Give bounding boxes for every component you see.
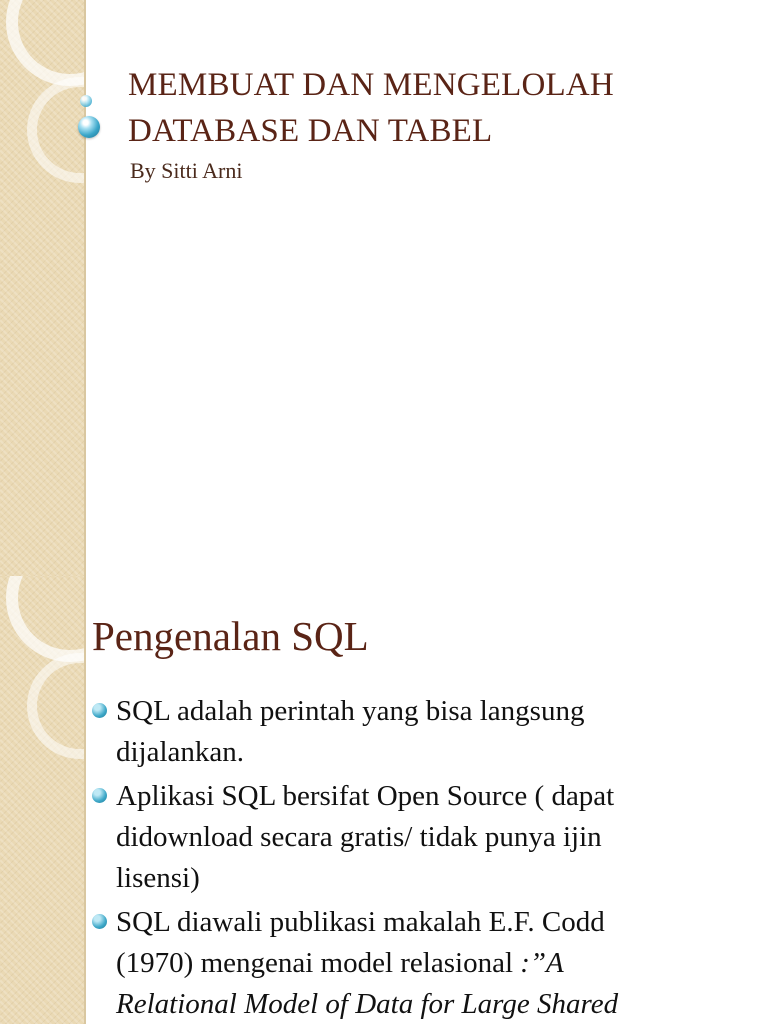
bullet-text: didownload secara gratis/ tidak punya ijin — [116, 821, 602, 853]
bullet-icon — [92, 788, 107, 803]
bullet-icon — [92, 703, 107, 718]
sidebar-edge — [84, 576, 86, 1024]
bullet-text-line — [116, 943, 752, 984]
bullet-icon — [92, 914, 107, 929]
quote-text: Relational Model of Data for Large Shared — [116, 988, 619, 1020]
title-line-2: DATABASE DAN TABEL — [128, 113, 493, 149]
bullet-item — [92, 902, 752, 1024]
bullet-list — [92, 691, 752, 1024]
bullet-text: lisensi) — [116, 862, 200, 894]
title-line-1: MEMBUAT DAN MENGELOLAH — [128, 67, 614, 103]
bullet-text: SQL adalah perintah yang bisa langsung — [116, 695, 585, 727]
bullet-text: Aplikasi SQL bersifat Open Source ( dapat — [116, 780, 615, 812]
sidebar-edge — [84, 0, 86, 576]
content-slide — [0, 576, 768, 1024]
bullet-text: SQL diawali publikasi makalah E.F. Codd — [116, 906, 605, 938]
small-orb-icon — [80, 95, 92, 107]
decorative-sidebar — [0, 0, 84, 576]
quote-text: :”A — [520, 947, 564, 979]
decorative-rings — [0, 576, 84, 1024]
decorative-rings — [0, 0, 84, 576]
slide-title: Pengenalan SQL — [92, 613, 369, 659]
bullet-item — [92, 776, 752, 899]
decorative-sidebar — [0, 576, 84, 1024]
bullet-item — [92, 691, 752, 773]
slide-subtitle: By Sitti Arni — [130, 158, 243, 183]
bullet-text: (1970) mengenai model relasional — [116, 947, 521, 979]
orb-icon — [78, 116, 100, 138]
bullet-text: dijalankan. — [116, 736, 245, 768]
slide-title — [128, 62, 614, 154]
